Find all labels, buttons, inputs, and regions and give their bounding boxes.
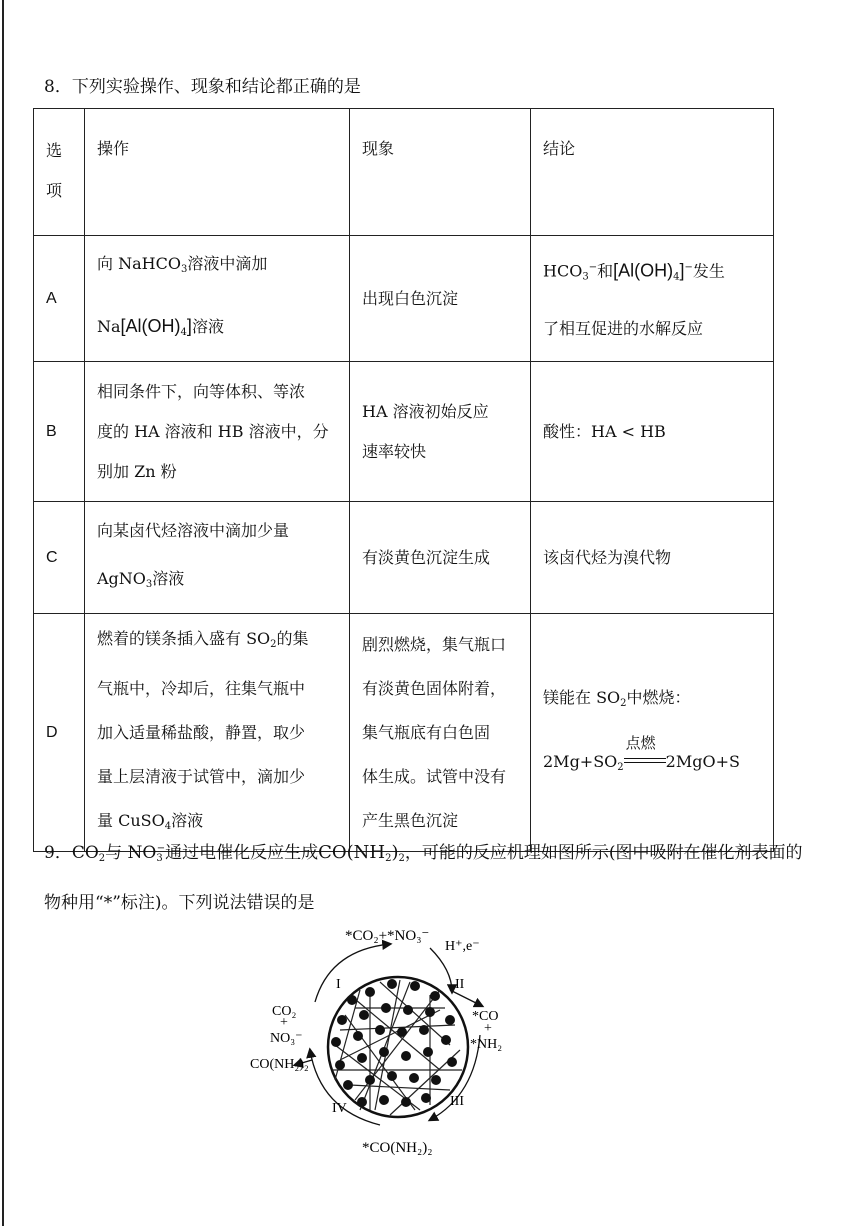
row-operation: 向 NaHCO$_3$溶液中滴加 $Na[Al(OH)_4]$溶液 bbox=[85, 236, 350, 362]
row-operation: 相同条件下，向等体积、等浓 度的 HA 溶液和 HB 溶液中，分 别加 Zn 粉 bbox=[85, 362, 350, 502]
row-option: C bbox=[34, 502, 85, 614]
label-right-co: *CO bbox=[472, 1009, 499, 1024]
row-phenomenon: 有淡黄色沉淀生成 bbox=[350, 502, 531, 614]
row-phenomenon: 剧烈燃烧，集气瓶口 有淡黄色固体附着， 集气瓶底有白色固 体生成。试管中没有 产生黑色沉淀 bbox=[350, 614, 531, 852]
header-option: 选 项 bbox=[34, 109, 85, 236]
label-h-e: H⁺,e⁻ bbox=[445, 939, 480, 954]
row-option: A bbox=[34, 236, 85, 362]
label-left-co2: CO₂ bbox=[272, 1004, 297, 1019]
q9-line2: 物种用“*”标注)。下列说法错误的是 bbox=[44, 893, 315, 913]
row-option: D bbox=[34, 614, 85, 852]
label-left-plus: + bbox=[280, 1015, 288, 1030]
row-phenomenon: HA 溶液初始反应 速率较快 bbox=[350, 362, 531, 502]
catalyst-sphere bbox=[328, 977, 468, 1117]
table-row bbox=[34, 362, 774, 502]
label-step-I: I bbox=[336, 977, 341, 992]
page-left-border bbox=[2, 0, 4, 1226]
q9-line1: 9．$CO_2$与 $NO_3^-$通过电催化反应生成$CO(NH_2)_2$，可能的反应机理如图所示(图中吸附在催化剂表面的 bbox=[44, 842, 803, 864]
label-left-urea: CO(NH₂)₂ bbox=[250, 1057, 309, 1072]
label-step-IV: IV bbox=[332, 1101, 347, 1116]
table-row bbox=[34, 502, 774, 614]
row-conclusion: $HCO_3^-$和$[Al(OH)_4]^-$发生 了相互促进的水解反应 bbox=[531, 236, 774, 362]
label-step-II: II bbox=[455, 977, 465, 992]
label-right-plus: + bbox=[484, 1021, 492, 1036]
header-phenomenon: 现象 bbox=[350, 109, 531, 236]
label-step-III: III bbox=[450, 1094, 464, 1109]
row-phenomenon: 出现白色沉淀 bbox=[350, 236, 531, 362]
reaction-mechanism-diagram bbox=[240, 920, 530, 1165]
label-top: *CO₂+*NO₃⁻ bbox=[345, 928, 430, 944]
row-option: B bbox=[34, 362, 85, 502]
row-operation: 向某卤代烃溶液中滴加少量 AgNO$_3$溶液 bbox=[85, 502, 350, 614]
row-conclusion: 镁能在 $SO_2$中燃烧： $2Mg+SO_2$ 点燃 2MgO+S bbox=[531, 614, 774, 852]
label-right-nh2: *NH₂ bbox=[470, 1037, 503, 1052]
reaction-condition: 点燃 bbox=[624, 752, 666, 772]
header-operation: 操作 bbox=[85, 109, 350, 236]
table-row bbox=[34, 236, 774, 362]
row-operation: 燃着的镁条插入盛有 $SO_2$的集 气瓶中，冷却后，往集气瓶中 加入适量稀盐酸，静置，取少 量上层清液于试管中，滴加少 量 CuSO$_4$溶液 bbox=[85, 614, 350, 852]
q8-title: 8．下列实验操作、现象和结论都正确的是 bbox=[44, 77, 361, 97]
table-row bbox=[34, 614, 774, 852]
label-left-no3: NO₃⁻ bbox=[270, 1031, 303, 1046]
row-conclusion: 该卤代烃为溴代物 bbox=[531, 502, 774, 614]
row-conclusion: 酸性：HA < HB bbox=[531, 362, 774, 502]
q8-table bbox=[33, 108, 774, 852]
table-header-row bbox=[34, 109, 774, 236]
header-conclusion: 结论 bbox=[531, 109, 774, 236]
label-bottom: *CO(NH₂)₂ bbox=[362, 1140, 433, 1156]
arrow-step-II-out bbox=[450, 990, 482, 1006]
